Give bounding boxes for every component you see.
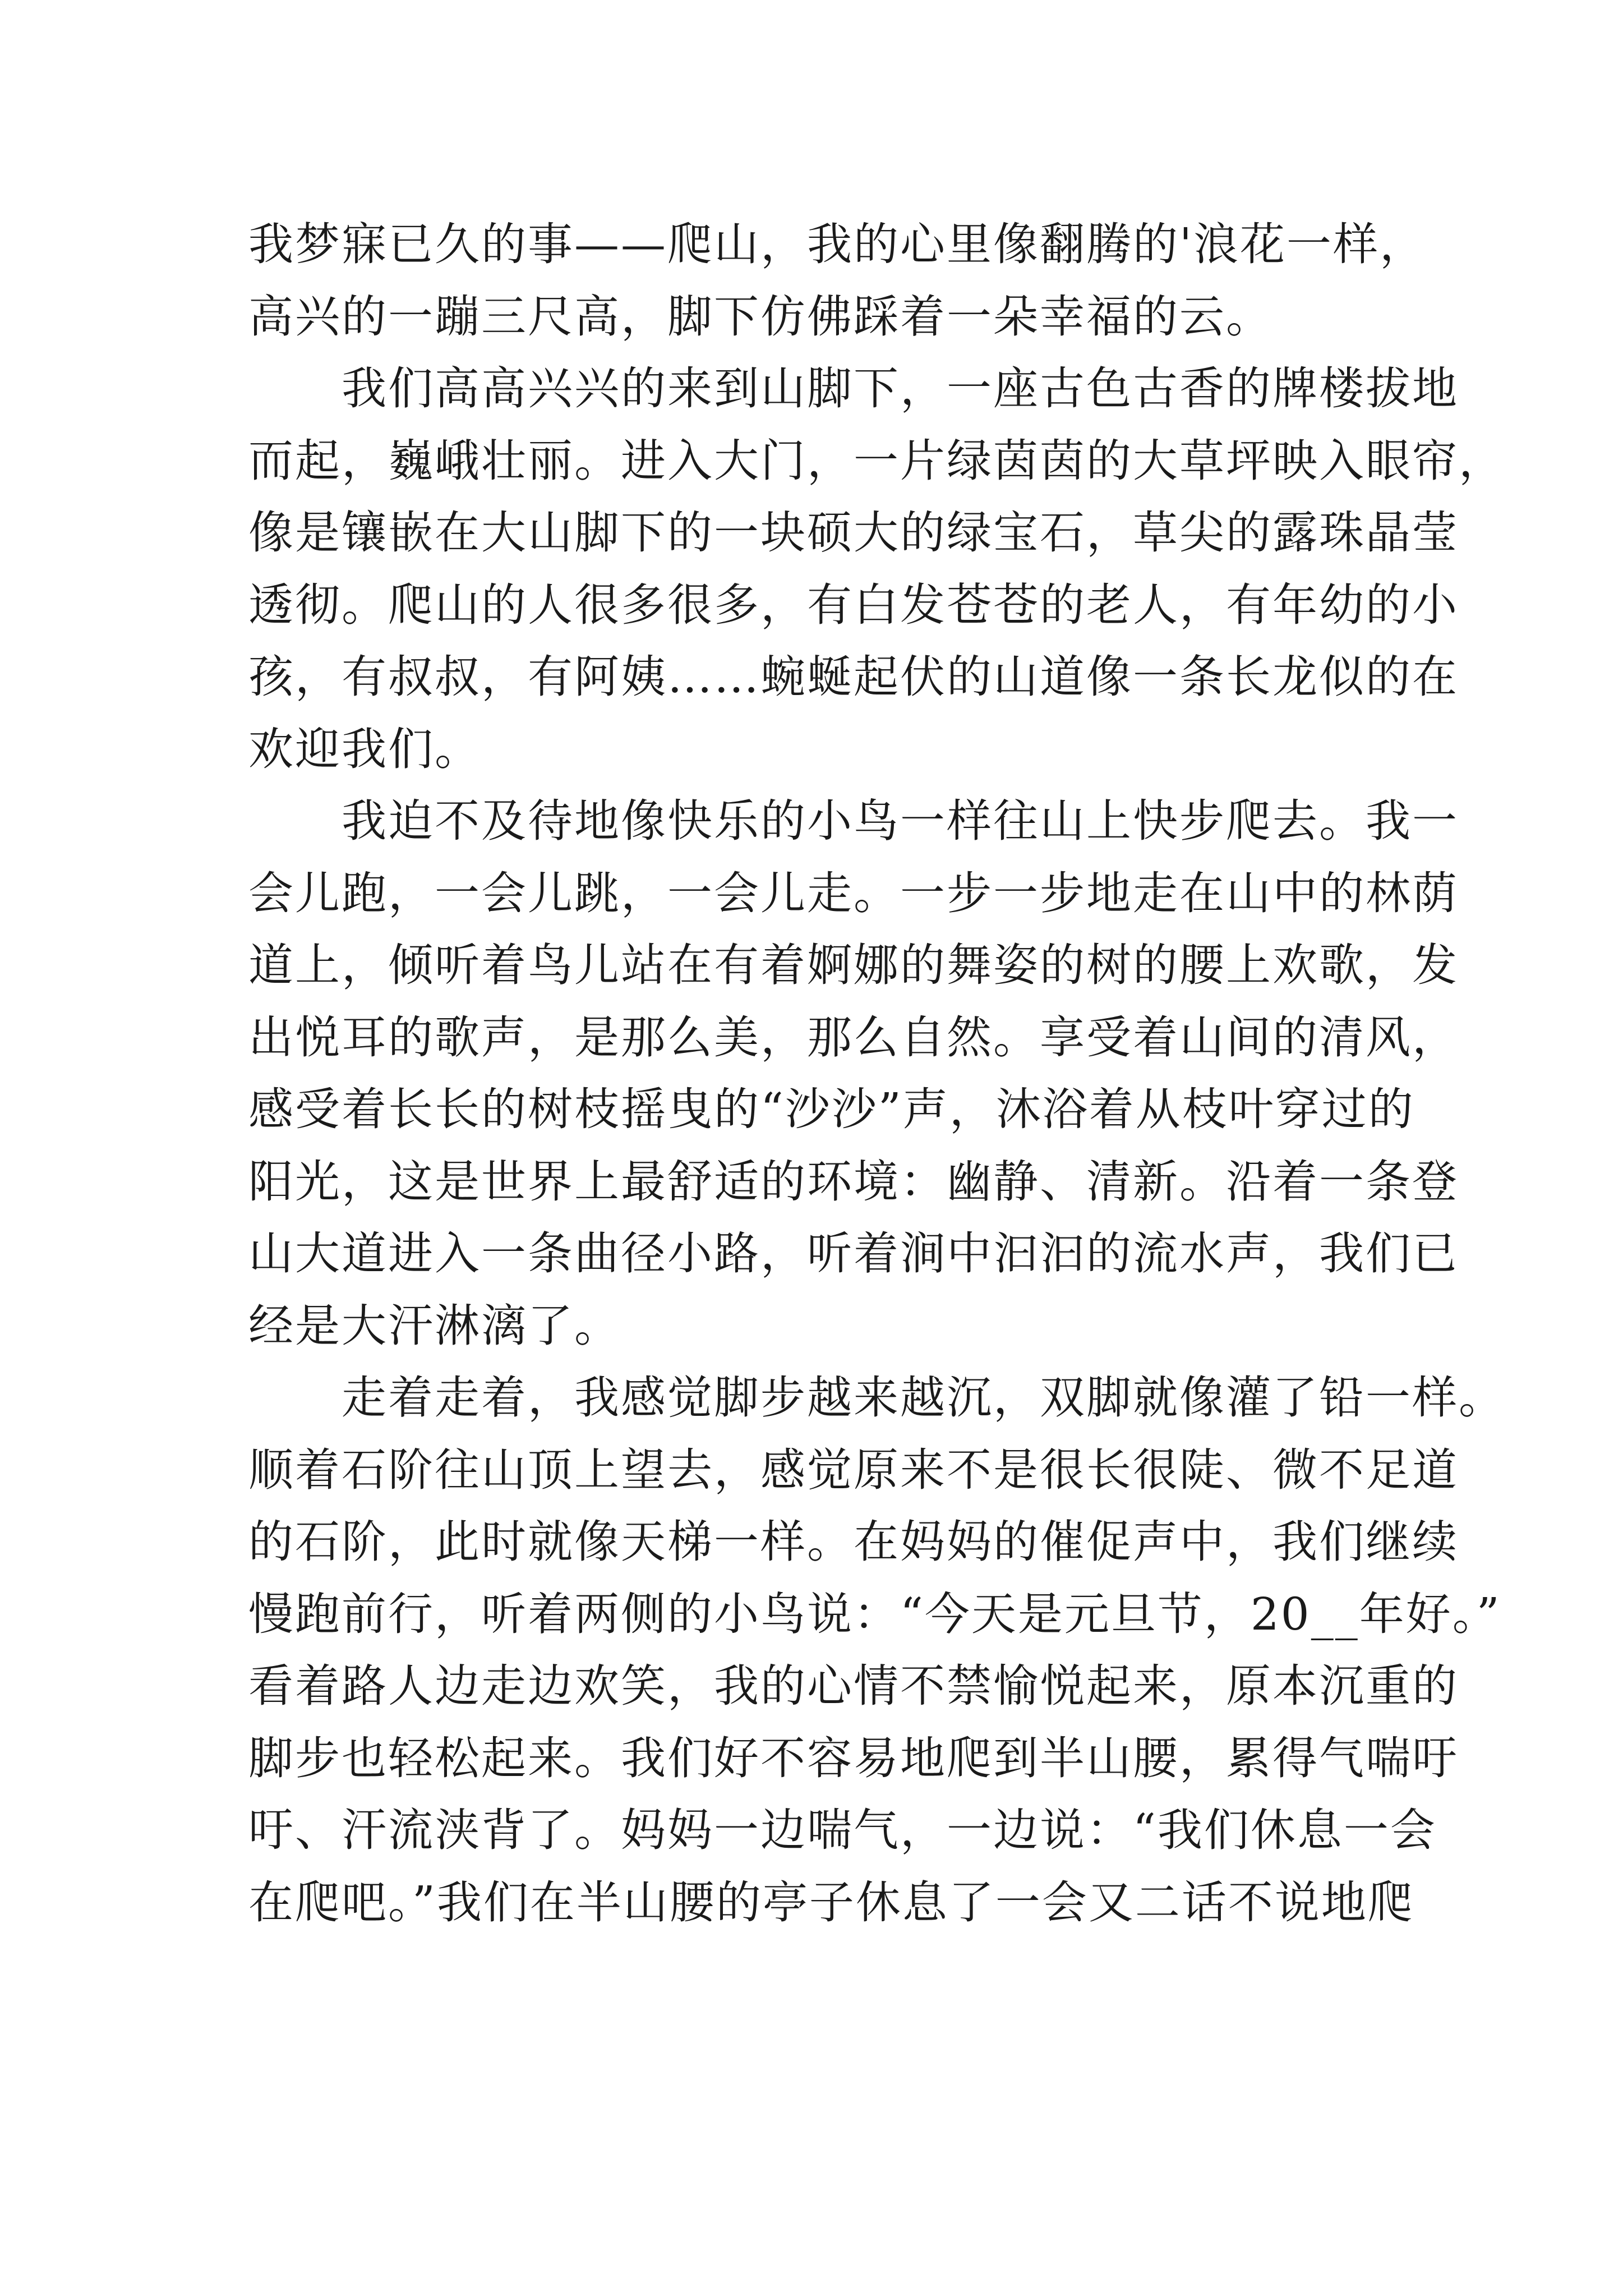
text-line: 我梦寐已久的事——爬山，我的心里像翻腾的'浪花一样， xyxy=(248,218,1426,270)
text-line: 我迫不及待地像快乐的小鸟一样往山上快步爬去。我一 xyxy=(248,795,1459,847)
text-line: 阳光，这是世界上最舒适的环境：幽静、清新。沿着一条登 xyxy=(248,1155,1459,1208)
text-line: 欢迎我们。 xyxy=(248,723,481,775)
text-line: 会儿跑，一会儿跳，一会儿走。一步一步地走在山中的林荫 xyxy=(248,867,1459,919)
text-line: 的石阶，此时就像天梯一样。在妈妈的催促声中，我们继续 xyxy=(248,1516,1459,1568)
text-line: 脚步也轻松起来。我们好不容易地爬到半山腰，累得气喘吁 xyxy=(248,1732,1459,1784)
text-line: 顺着石阶往山顶上望去，感觉原来不是很长很陡、微不足道 xyxy=(248,1443,1459,1496)
text-line: 山大道进入一条曲径小路，听着涧中汩汩的流水声，我们已 xyxy=(248,1227,1459,1280)
text-line: 我们高高兴兴的来到山脚下，一座古色古香的牌楼拔地 xyxy=(248,362,1459,415)
text-line: 经是大汗淋漓了。 xyxy=(248,1299,621,1352)
text-line: 道上，倾听着鸟儿站在有着婀娜的舞姿的树的腰上欢歌，发 xyxy=(248,939,1459,991)
text-line: 吁、汗流浃背了。妈妈一边喘气，一边说：“我们休息一会 xyxy=(248,1804,1437,1856)
text-line: 高兴的一蹦三尺高，脚下仿佛踩着一朵幸福的云。 xyxy=(248,290,1272,343)
text-line: 像是镶嵌在大山脚下的一块硕大的绿宝石，草尖的露珠晶莹 xyxy=(248,507,1459,559)
text-line: 出悦耳的歌声，是那么美，那么自然。享受着山间的清风， xyxy=(248,1011,1459,1064)
text-line: 看着路人边走边欢笑，我的心情不禁愉悦起来，原本沉重的 xyxy=(248,1660,1459,1712)
text-line: 走着走着，我感觉脚步越来越沉，双脚就像灌了铅一样。 xyxy=(248,1372,1505,1424)
text-line: 在爬吧。”我们在半山腰的亭子休息了一会又二话不说地爬 xyxy=(248,1876,1414,1929)
essay-body xyxy=(248,209,1505,1939)
text-line: 而起，巍峨壮丽。进入大门，一片绿茵茵的大草坪映入眼帘， xyxy=(248,434,1505,487)
text-line: 慢跑前行，听着两侧的小鸟说：“今天是元旦节，20__年好。” xyxy=(248,1588,1501,1640)
text-line: 孩，有叔叔，有阿姨……蜿蜒起伏的山道像一条长龙似的在 xyxy=(248,651,1459,703)
text-line: 感受着长长的树枝摇曳的“沙沙”声，沐浴着从枝叶穿过的 xyxy=(248,1083,1415,1135)
text-line: 透彻。爬山的人很多很多，有白发苍苍的老人，有年幼的小 xyxy=(248,578,1459,631)
